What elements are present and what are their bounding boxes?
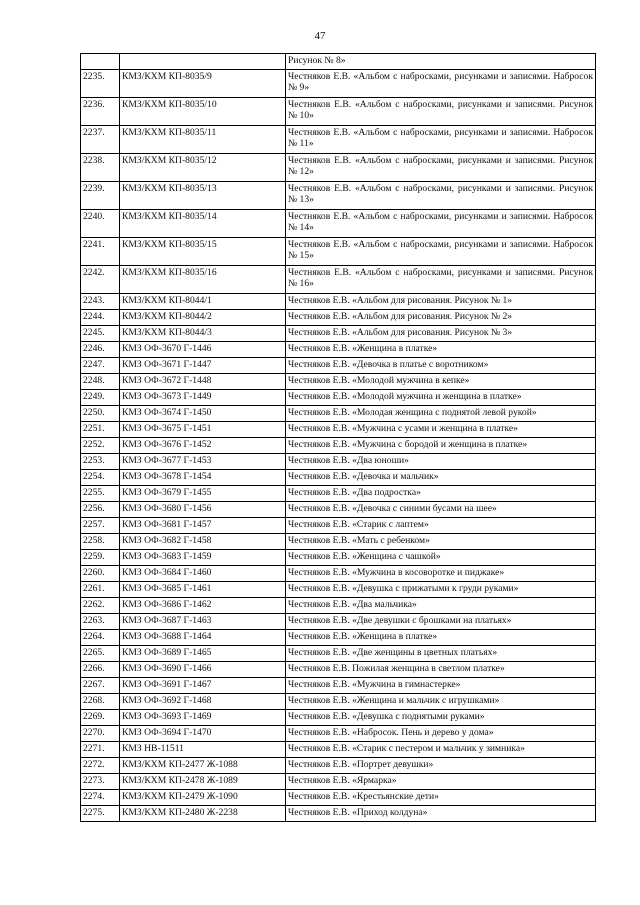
row-number-cell: 2263. (81, 614, 120, 630)
row-number-cell: 2249. (81, 390, 120, 406)
register-body (81, 54, 596, 822)
row-number-cell: 2240. (81, 210, 120, 238)
description-cell: Честняков Е.В. «Альбом с набросками, рисунками и записями. Набросок № 11» (286, 126, 596, 154)
description-cell: Честняков Е.В. «Женщина с чашкой» (286, 550, 596, 566)
inventory-number-cell: КМЗ ОФ-3671 Г-1447 (120, 358, 286, 374)
row-number-cell: 2246. (81, 342, 120, 358)
description-cell: Честняков Е.В. «Мать с ребенком» (286, 534, 596, 550)
description-cell: Честняков Е.В. «Два подростка» (286, 486, 596, 502)
inventory-number-cell: КМЗ/КХМ КП-8035/14 (120, 210, 286, 238)
inventory-number-cell: КМЗ/КХМ КП-2479 Ж-1090 (120, 790, 286, 806)
table-row (81, 726, 596, 742)
row-number-cell: 2244. (81, 310, 120, 326)
table-row (81, 390, 596, 406)
row-number-cell: 2248. (81, 374, 120, 390)
table-row (81, 598, 596, 614)
inventory-number-cell: КМЗ ОФ-3689 Г-1465 (120, 646, 286, 662)
table-row (81, 486, 596, 502)
inventory-number-cell: КМЗ/КХМ КП-8044/1 (120, 294, 286, 310)
description-cell: Честняков Е.В. «Мужчина в гимнастерке» (286, 678, 596, 694)
table-row (81, 454, 596, 470)
row-number-cell: 2245. (81, 326, 120, 342)
inventory-number-cell (120, 54, 286, 70)
row-number-cell: 2267. (81, 678, 120, 694)
table-row (81, 662, 596, 678)
description-cell: Честняков Е.В. «Альбом для рисования. Рисунок № 1» (286, 294, 596, 310)
inventory-number-cell: КМЗ/КХМ КП-8044/2 (120, 310, 286, 326)
inventory-number-cell: КМЗ/КХМ КП-2480 Ж-2238 (120, 806, 286, 822)
row-number-cell: 2268. (81, 694, 120, 710)
inventory-number-cell: КМЗ ОФ-3690 Г-1466 (120, 662, 286, 678)
inventory-number-cell: КМЗ ОФ-3679 Г-1455 (120, 486, 286, 502)
row-number-cell: 2265. (81, 646, 120, 662)
inventory-number-cell: КМЗ/КХМ КП-8035/11 (120, 126, 286, 154)
row-number-cell: 2266. (81, 662, 120, 678)
table-row (81, 806, 596, 822)
table-row (81, 694, 596, 710)
description-cell: Честняков Е.В. «Приход колдуна» (286, 806, 596, 822)
description-cell: Честняков Е.В. «Молодой мужчина и женщина в платке» (286, 390, 596, 406)
row-number-cell: 2270. (81, 726, 120, 742)
description-cell: Честняков Е.В. «Молодой мужчина в кепке» (286, 374, 596, 390)
table-row (81, 70, 596, 98)
table-row (81, 470, 596, 486)
row-number-cell: 2238. (81, 154, 120, 182)
inventory-number-cell: КМЗ/КХМ КП-8035/16 (120, 266, 286, 294)
row-number-cell: 2256. (81, 502, 120, 518)
row-number-cell: 2237. (81, 126, 120, 154)
inventory-number-cell: КМЗ/КХМ КП-8035/12 (120, 154, 286, 182)
description-cell: Честняков Е.В. «Молодая женщина с поднятой левой рукой» (286, 406, 596, 422)
inventory-number-cell: КМЗ/КХМ КП-8035/9 (120, 70, 286, 98)
table-row (81, 210, 596, 238)
description-cell: Честняков Е.В. «Две женщины в цветных платьях» (286, 646, 596, 662)
inventory-number-cell: КМЗ/КХМ КП-8035/13 (120, 182, 286, 210)
row-number-cell: 2253. (81, 454, 120, 470)
row-number-cell: 2251. (81, 422, 120, 438)
collection-register-table (80, 53, 596, 822)
inventory-number-cell: КМЗ ОФ-3683 Г-1459 (120, 550, 286, 566)
description-cell: Честняков Е.В. «Женщина в платке» (286, 630, 596, 646)
description-cell: Честняков Е.В. «Ярмарка» (286, 774, 596, 790)
row-number-cell: 2239. (81, 182, 120, 210)
table-row (81, 582, 596, 598)
table-row (81, 406, 596, 422)
row-number-cell: 2255. (81, 486, 120, 502)
inventory-number-cell: КМЗ ОФ-3684 Г-1460 (120, 566, 286, 582)
description-cell: Честняков Е.В. «Девочка в платье с воротником» (286, 358, 596, 374)
description-cell: Честняков Е.В. «Мужчина с усами и женщина в платке» (286, 422, 596, 438)
description-cell: Честняков Е.В. «Альбом с набросками, рисунками и записями. Рисунок № 12» (286, 154, 596, 182)
table-row (81, 646, 596, 662)
row-number-cell: 2261. (81, 582, 120, 598)
description-cell: Честняков Е.В. «Девочка и мальчик» (286, 470, 596, 486)
row-number-cell: 2272. (81, 758, 120, 774)
row-number-cell: 2264. (81, 630, 120, 646)
inventory-number-cell: КМЗ/КХМ КП-2477 Ж-1088 (120, 758, 286, 774)
table-row (81, 614, 596, 630)
row-number-cell: 2243. (81, 294, 120, 310)
inventory-number-cell: КМЗ/КХМ КП-8035/10 (120, 98, 286, 126)
inventory-number-cell: КМЗ ОФ-3688 Г-1464 (120, 630, 286, 646)
row-number-cell: 2262. (81, 598, 120, 614)
description-cell: Честняков Е.В. «Альбом с набросками, рисунками и записями. Рисунок № 13» (286, 182, 596, 210)
table-row (81, 310, 596, 326)
description-cell: Рисунок № 8» (286, 54, 596, 70)
table-row (81, 502, 596, 518)
description-cell: Честняков Е.В. «Девушка с прижатыми к груди руками» (286, 582, 596, 598)
table-row (81, 266, 596, 294)
row-number-cell: 2275. (81, 806, 120, 822)
inventory-number-cell: КМЗ/КХМ КП-8035/15 (120, 238, 286, 266)
table-row (81, 342, 596, 358)
description-cell: Честняков Е.В. «Мужчина в косоворотке и пиджаке» (286, 566, 596, 582)
description-cell: Честняков Е.В. «Крестьянские дети» (286, 790, 596, 806)
description-cell: Честняков Е.В. «Мужчина с бородой и женщина в платке» (286, 438, 596, 454)
inventory-number-cell: КМЗ ОФ-3685 Г-1461 (120, 582, 286, 598)
inventory-number-cell: КМЗ/КХМ КП-8044/3 (120, 326, 286, 342)
inventory-number-cell: КМЗ ОФ-3677 Г-1453 (120, 454, 286, 470)
row-number-cell: 2260. (81, 566, 120, 582)
inventory-number-cell: КМЗ ОФ-3680 Г-1456 (120, 502, 286, 518)
description-cell: Честняков Е.В. «Альбом с набросками, рисунками и записями. Набросок № 15» (286, 238, 596, 266)
table-row (81, 790, 596, 806)
description-cell: Честняков Е.В. Пожилая женщина в светлом платке» (286, 662, 596, 678)
description-cell: Честняков Е.В. «Альбом для рисования. Рисунок № 2» (286, 310, 596, 326)
inventory-number-cell: КМЗ ОФ-3682 Г-1458 (120, 534, 286, 550)
row-number-cell: 2274. (81, 790, 120, 806)
inventory-number-cell: КМЗ ОФ-3676 Г-1452 (120, 438, 286, 454)
table-row (81, 154, 596, 182)
description-cell: Честняков Е.В. «Альбом с набросками, рисунками и записями. Набросок № 14» (286, 210, 596, 238)
table-row (81, 678, 596, 694)
inventory-number-cell: КМЗ ОФ-3686 Г-1462 (120, 598, 286, 614)
inventory-number-cell: КМЗ/КХМ КП-2478 Ж-1089 (120, 774, 286, 790)
row-number-cell: 2254. (81, 470, 120, 486)
table-row (81, 98, 596, 126)
table-row (81, 774, 596, 790)
table-row (81, 742, 596, 758)
table-row (81, 534, 596, 550)
table-row (81, 710, 596, 726)
description-cell: Честняков Е.В. «Старик с пестером и мальчик у зимника» (286, 742, 596, 758)
table-row (81, 758, 596, 774)
inventory-number-cell: КМЗ ОФ-3692 Г-1468 (120, 694, 286, 710)
description-cell: Честняков Е.В. «Альбом для рисования. Рисунок № 3» (286, 326, 596, 342)
page-number: 47 (314, 30, 326, 42)
description-cell: Честняков Е.В. «Девушка с поднятыми руками» (286, 710, 596, 726)
description-cell: Честняков Е.В. «Портрет девушки» (286, 758, 596, 774)
row-number-cell: 2269. (81, 710, 120, 726)
description-cell: Честняков Е.В. «Альбом с набросками, рисунками и записями. Рисунок № 16» (286, 266, 596, 294)
row-number-cell: 2273. (81, 774, 120, 790)
description-cell: Честняков Е.В. «Женщина и мальчик с игрушками» (286, 694, 596, 710)
inventory-number-cell: КМЗ ОФ-3674 Г-1450 (120, 406, 286, 422)
table-row (81, 422, 596, 438)
row-number-cell: 2258. (81, 534, 120, 550)
table-row (81, 374, 596, 390)
inventory-number-cell: КМЗ ОФ-3670 Г-1446 (120, 342, 286, 358)
description-cell: Честняков Е.В. «Набросок. Пень и дерево у дома» (286, 726, 596, 742)
inventory-number-cell: КМЗ ОФ-3675 Г-1451 (120, 422, 286, 438)
description-cell: Честняков Е.В. «Альбом с набросками, рисунками и записями. Рисунок № 10» (286, 98, 596, 126)
row-number-cell: 2247. (81, 358, 120, 374)
table-row (81, 566, 596, 582)
table-row (81, 550, 596, 566)
description-cell: Честняков Е.В. «Девочка с синими бусами на шее» (286, 502, 596, 518)
description-cell: Честняков Е.В. «Две девушки с брошками на платьях» (286, 614, 596, 630)
inventory-number-cell: КМЗ ОФ-3678 Г-1454 (120, 470, 286, 486)
table-row (81, 326, 596, 342)
table-row (81, 438, 596, 454)
description-cell: Честняков Е.В. «Старик с лаптем» (286, 518, 596, 534)
inventory-number-cell: КМЗ ОФ-3687 Г-1463 (120, 614, 286, 630)
row-number-cell: 2259. (81, 550, 120, 566)
row-number-cell: 2235. (81, 70, 120, 98)
inventory-number-cell: КМЗ ОФ-3693 Г-1469 (120, 710, 286, 726)
table-row (81, 294, 596, 310)
description-cell: Честняков Е.В. «Два юноши» (286, 454, 596, 470)
inventory-number-cell: КМЗ ОФ-3691 Г-1467 (120, 678, 286, 694)
inventory-number-cell: КМЗ ОФ-3694 Г-1470 (120, 726, 286, 742)
table-row (81, 518, 596, 534)
inventory-number-cell: КМЗ ОФ-3681 Г-1457 (120, 518, 286, 534)
row-number-cell: 2242. (81, 266, 120, 294)
inventory-number-cell: КМЗ ОФ-3673 Г-1449 (120, 390, 286, 406)
row-number-cell: 2250. (81, 406, 120, 422)
row-number-cell: 2241. (81, 238, 120, 266)
inventory-number-cell: КМЗ ОФ-3672 Г-1448 (120, 374, 286, 390)
table-row (81, 630, 596, 646)
description-cell: Честняков Е.В. «Альбом с набросками, рисунками и записями. Набросок № 9» (286, 70, 596, 98)
row-number-cell: 2257. (81, 518, 120, 534)
row-number-cell: 2271. (81, 742, 120, 758)
row-number-cell: 2252. (81, 438, 120, 454)
table-row (81, 126, 596, 154)
description-cell: Честняков Е.В. «Два мальчика» (286, 598, 596, 614)
row-number-cell (81, 54, 120, 70)
inventory-number-cell: КМЗ НВ-11511 (120, 742, 286, 758)
table-row (81, 358, 596, 374)
table-row (81, 238, 596, 266)
table-row (81, 182, 596, 210)
row-number-cell: 2236. (81, 98, 120, 126)
description-cell: Честняков Е.В. «Женщина в платке» (286, 342, 596, 358)
continuation-row (81, 54, 596, 70)
